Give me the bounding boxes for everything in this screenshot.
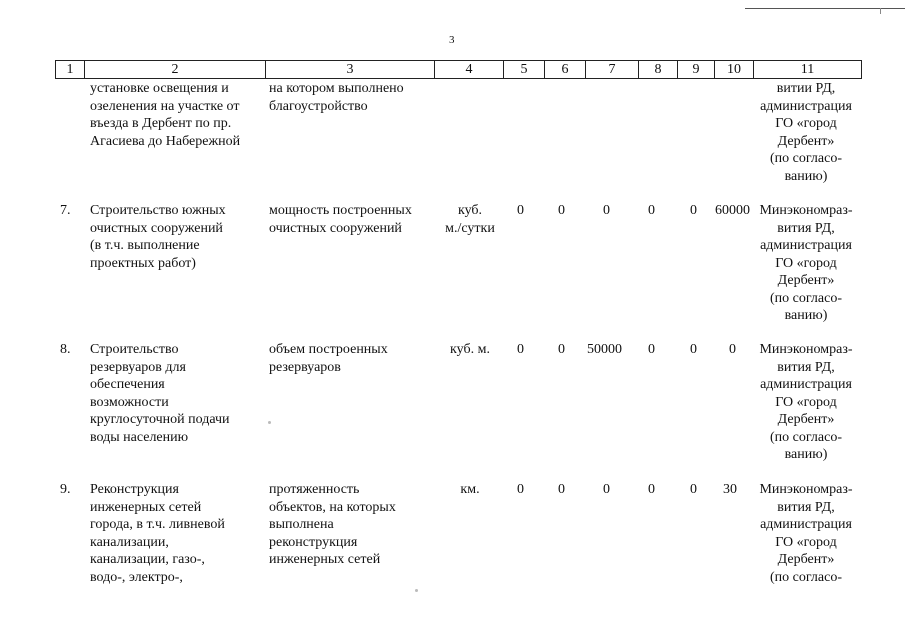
row-responsible: Минэкономраз- вития РД, администрация ГО «город Дербент» (по согласо-: [759, 482, 853, 585]
row-value-col10: 60000: [715, 203, 750, 218]
scan-speck: [268, 421, 271, 424]
continued-row-indicator: на котором выполнено благоустройство: [269, 81, 404, 114]
row-responsible: Минэкономраз- вития РД, администрация ГО «город Дербент» (по согласо- ванию): [759, 203, 853, 323]
row-value-col9: 0: [690, 203, 697, 218]
row-unit: куб. м.: [450, 342, 490, 357]
row-unit: км.: [460, 482, 480, 497]
scan-speck: [415, 589, 418, 592]
header-col-9: 9: [692, 62, 700, 77]
continued-row-name: установке освещения и озеленения на участке от въезда в Дербент по пр. Агасиева до Набережной: [90, 81, 241, 149]
row-value-col7: 0: [603, 203, 610, 218]
table-header-row: [55, 60, 862, 79]
header-col-4: 4: [465, 62, 473, 77]
row-responsible: Минэкономраз- вития РД, администрация ГО «город Дербент» (по согласо- ванию): [759, 342, 853, 462]
row-value-col7: 50000: [587, 342, 622, 357]
header-col-1: 1: [66, 62, 74, 77]
row-indicator: объем построенных резервуаров: [269, 342, 388, 375]
header-col-2: 2: [171, 62, 179, 77]
row-value-col7: 0: [603, 482, 610, 497]
row-value-col9: 0: [690, 342, 697, 357]
row-number: 7.: [60, 203, 71, 218]
header-col-10: 10: [727, 62, 741, 77]
top-edge-tick: [880, 8, 881, 14]
row-value-col6: 0: [558, 342, 565, 357]
page-number: 3: [449, 34, 455, 46]
header-col-7: 7: [608, 62, 616, 77]
row-value-col10: 0: [729, 342, 736, 357]
row-value-col5: 0: [517, 203, 524, 218]
header-col-8: 8: [654, 62, 662, 77]
header-col-11: 11: [800, 62, 815, 77]
header-col-3: 3: [346, 62, 354, 77]
row-indicator: протяженность объектов, на которых выполнена реконструкция инженерных сетей: [269, 482, 396, 567]
row-value-col8: 0: [648, 342, 655, 357]
row-name: Строительство южных очистных сооружений (в т.ч. выполнение проектных работ): [90, 203, 226, 271]
row-value-col8: 0: [648, 482, 655, 497]
row-value-col10: 30: [723, 482, 737, 497]
header-col-5: 5: [520, 62, 528, 77]
row-name: Реконструкция инженерных сетей города, в т.ч. ливневой канализации, канализации, газо-, водо-, электро-,: [90, 482, 225, 585]
continued-row-responsible: витии РД, администрация ГО «город Дербент» (по согласо- ванию): [760, 81, 852, 184]
row-indicator: мощность построенных очистных сооружений: [269, 203, 412, 236]
top-edge-line: [745, 8, 905, 9]
row-value-col5: 0: [517, 482, 524, 497]
row-value-col5: 0: [517, 342, 524, 357]
row-value-col6: 0: [558, 203, 565, 218]
row-value-col9: 0: [690, 482, 697, 497]
row-number: 8.: [60, 342, 71, 357]
row-unit: куб. м./сутки: [445, 203, 495, 236]
row-value-col6: 0: [558, 482, 565, 497]
row-value-col8: 0: [648, 203, 655, 218]
row-number: 9.: [60, 482, 71, 497]
header-col-6: 6: [561, 62, 569, 77]
row-name: Строительство резервуаров для обеспечения возможности круглосуточной подачи воды населению: [90, 342, 230, 445]
